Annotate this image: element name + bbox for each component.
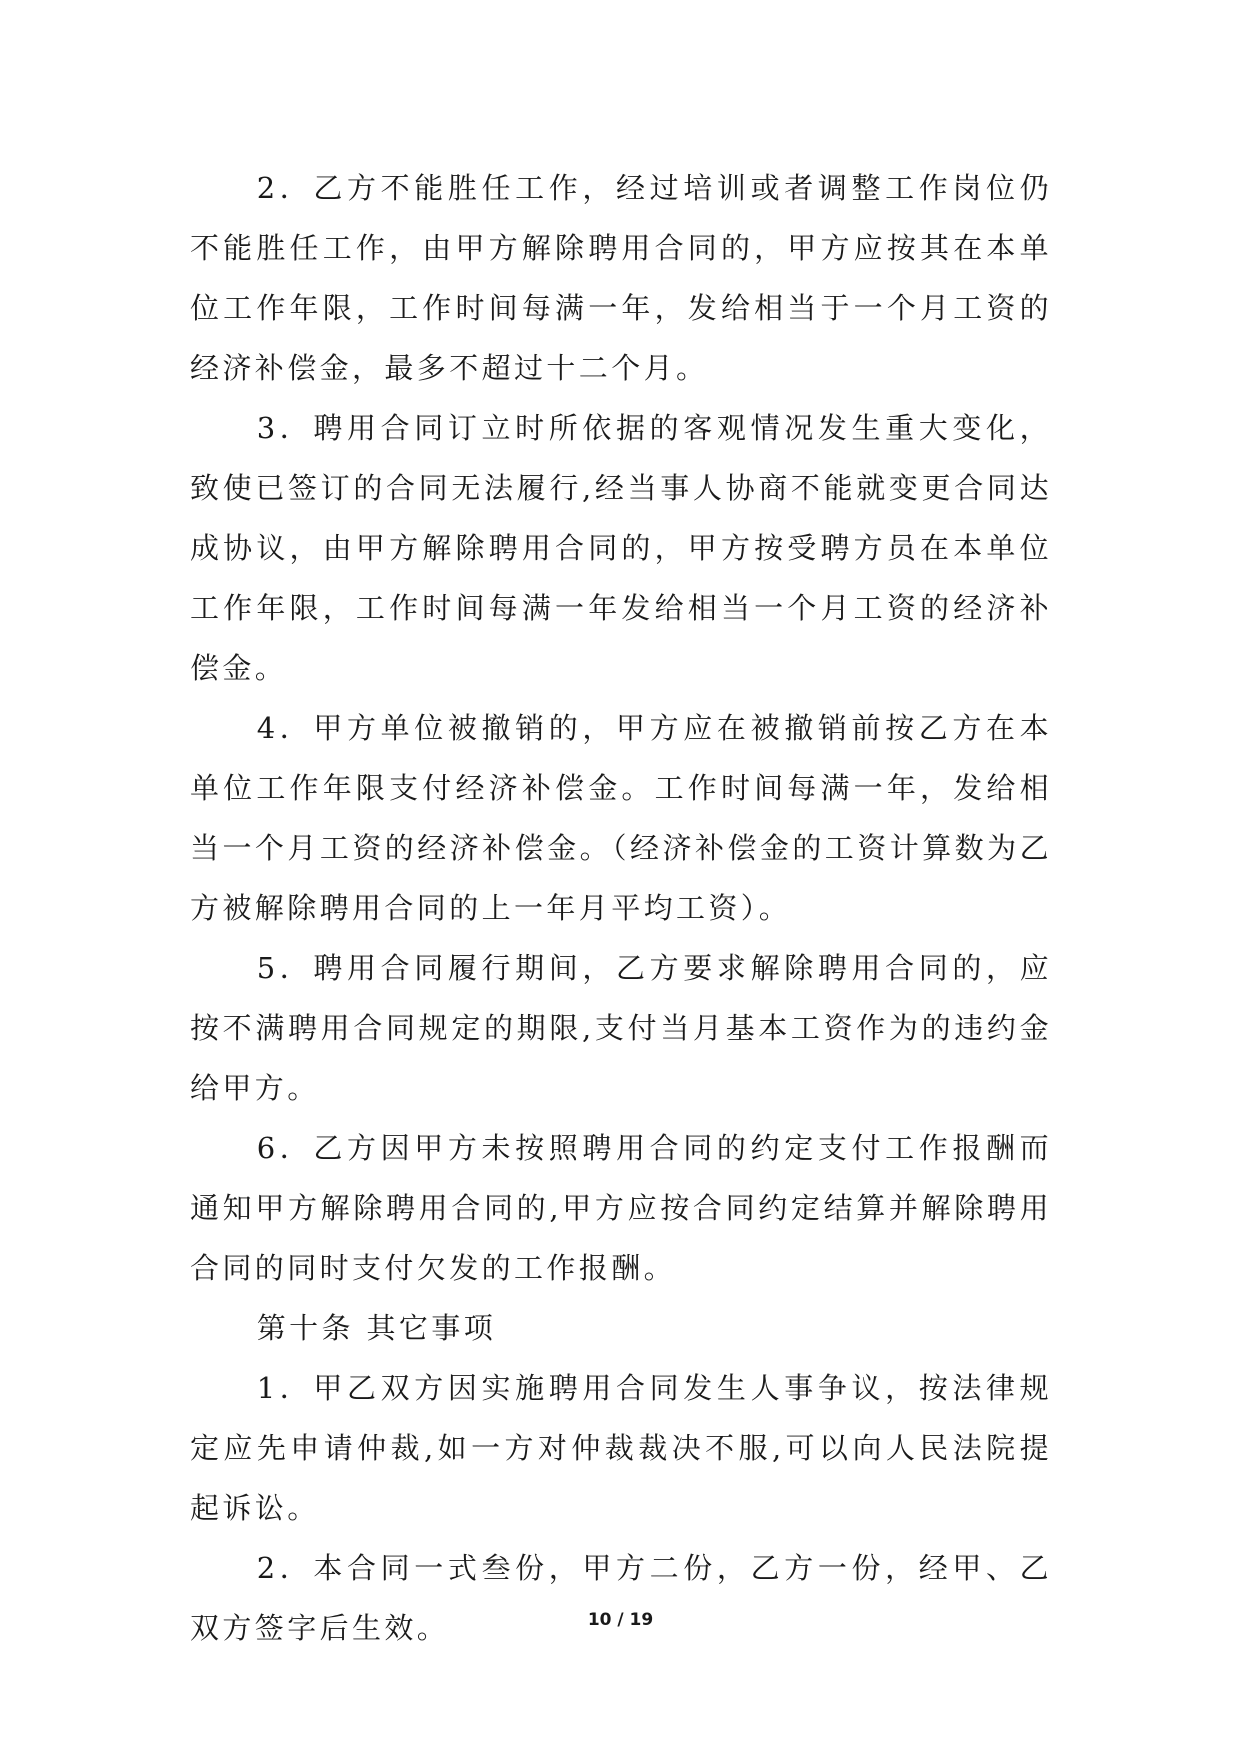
- clause-paragraph: 1．甲乙双方因实施聘用合同发生人事争议，按法律规定应先申请仲裁,如一方对仲裁裁决不服,可以向人民法院提起诉讼。: [190, 1371, 1052, 1525]
- clause-paragraph: 6．乙方因甲方未按照聘用合同的约定支付工作报酬而通知甲方解除聘用合同的,甲方应按合同约定结算并解除聘用合同的同时支付欠发的工作报酬。: [190, 1131, 1052, 1285]
- page-number: 10 / 19: [587, 1610, 654, 1630]
- clause-paragraph: 3．聘用合同订立时所依据的客观情况发生重大变化，致使已签订的合同无法履行,经当事人协商不能就变更合同达成协议，由甲方解除聘用合同的，甲方按受聘方员在本单位工作年限，工作时间每满一年发给相当一个月工资的经济补偿金。: [190, 411, 1052, 685]
- document-body: [190, 158, 1052, 1658]
- clause-paragraph: 4．甲方单位被撤销的，甲方应在被撤销前按乙方在本单位工作年限支付经济补偿金。工作时间每满一年，发给相当一个月工资的经济补偿金。（经济补偿金的工资计算数为乙方被解除聘用合同的上一年月平均工资）。: [190, 711, 1052, 925]
- clause-paragraph: 2．乙方不能胜任工作，经过培训或者调整工作岗位仍不能胜任工作，由甲方解除聘用合同的，甲方应按其在本单位工作年限，工作时间每满一年，发给相当于一个月工资的经济补偿金，最多不超过十二个月。: [190, 171, 1052, 385]
- clause-paragraph: 2．本合同一式叁份，甲方二份，乙方一份，经甲、乙双方签字后生效。: [190, 1551, 1052, 1645]
- section-heading: 第十条 其它事项: [256, 1311, 497, 1345]
- clause-paragraph: 5．聘用合同履行期间，乙方要求解除聘用合同的，应按不满聘用合同规定的期限,支付当月基本工资作为的违约金给甲方。: [190, 951, 1052, 1105]
